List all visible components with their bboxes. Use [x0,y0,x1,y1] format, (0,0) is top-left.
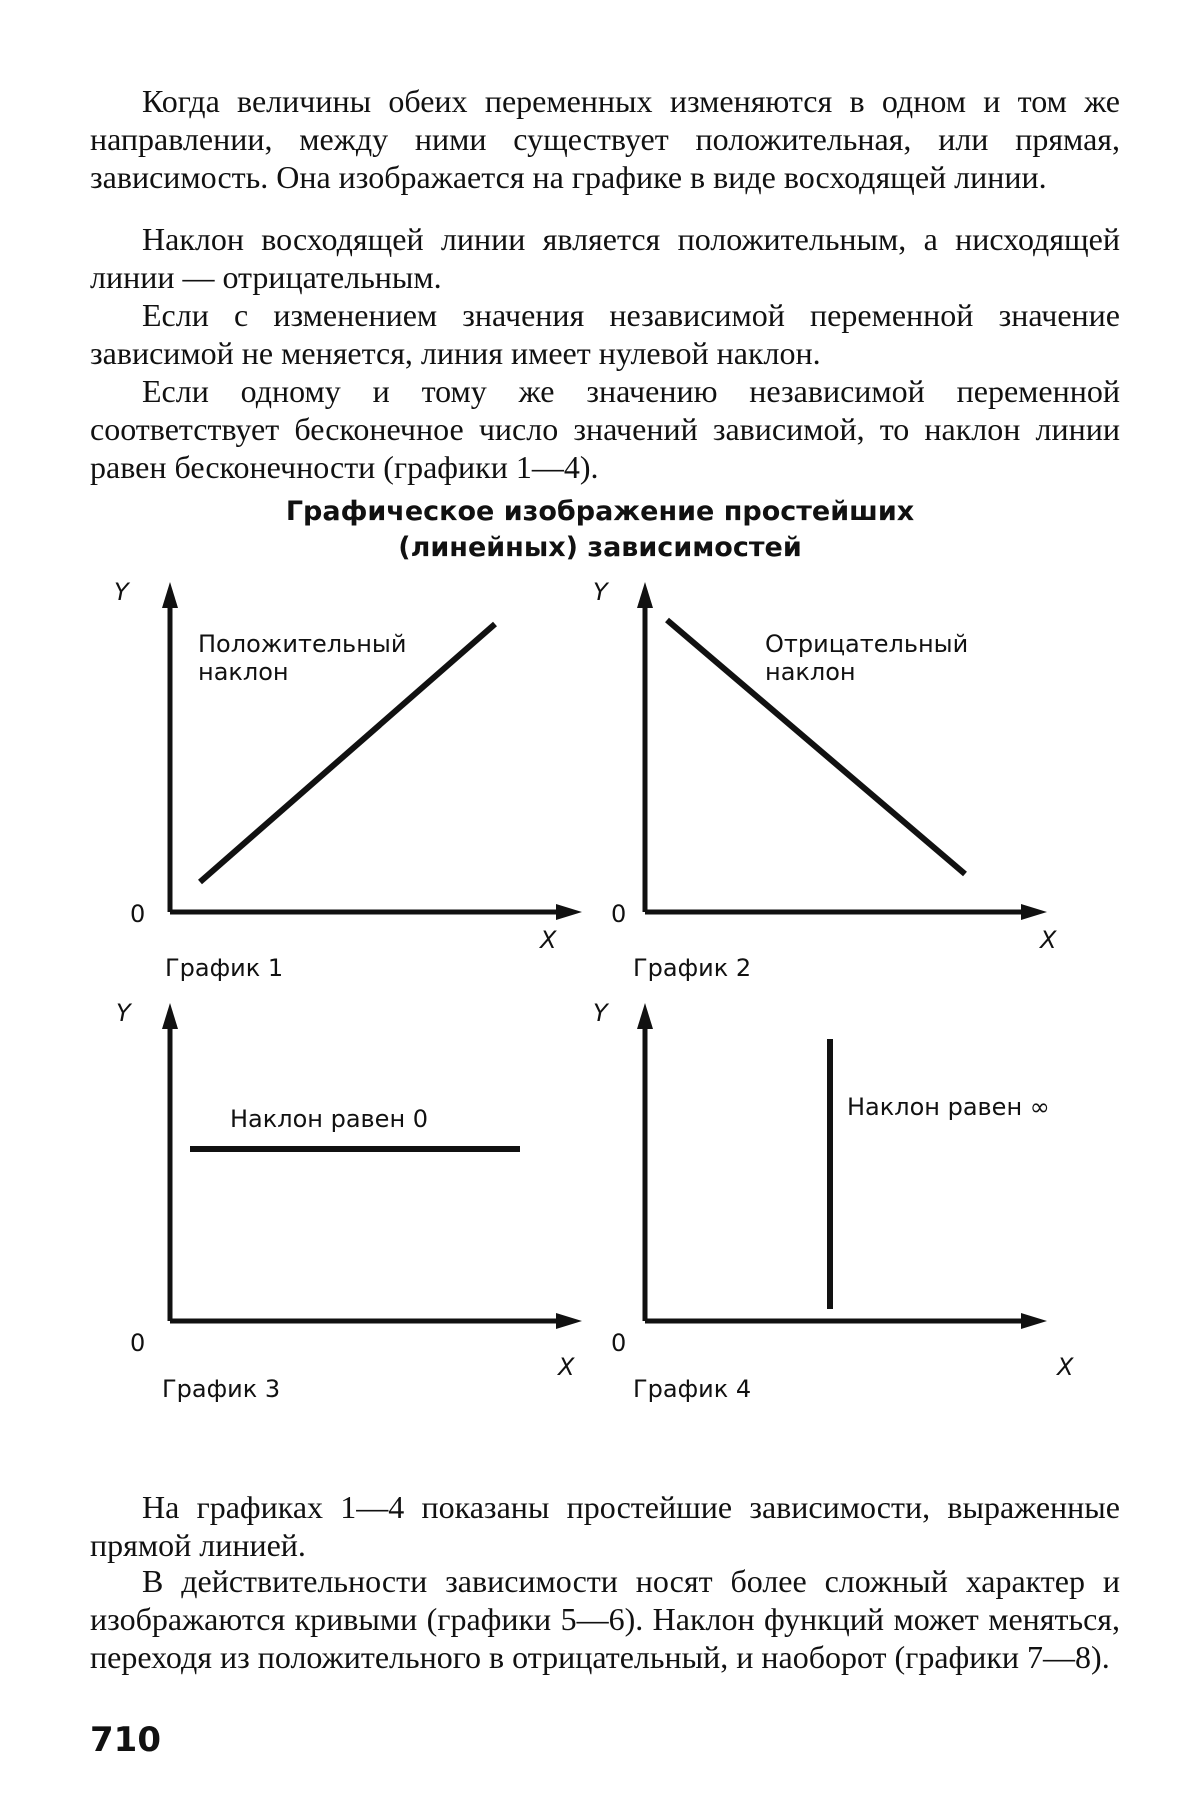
graph-3-y-arrow [162,1003,178,1029]
graph-2-caption: График 2 [633,954,752,982]
graph-2-x-arrow [1021,904,1047,920]
graph-1-origin: 0 [130,900,146,928]
paragraph-positive-relation: Когда величины обеих переменных изменяются в одном и том же направлении, между ними существует положительная, или прямая, зависимость. Она изображается на графике в виде восходящей линии. [90,83,1120,195]
figure-heading-line1: Графическое изображение простейших [285,496,915,527]
graph-4-origin: 0 [611,1329,627,1357]
graph-1-caption: График 1 [165,954,284,982]
graph-3-x-label: X [558,1353,575,1381]
graph-1-x-arrow [556,904,582,920]
graph-1-label [198,630,406,686]
graph-2-label [765,630,968,686]
graph-2-x-label: X [1040,926,1057,954]
graph-2-label-line1: Отрицательный [765,630,969,658]
paragraph-summary: На графиках 1—4 показаны простейшие зависимости, выраженные прямой линией. [90,1489,1120,1563]
graph-2-y-label: Y [593,578,608,606]
graph-4 [585,999,1105,1423]
graph-2-label-line2: наклон [765,658,856,686]
graph-4-plot [585,1003,1105,1423]
paragraph-curves: В действительности зависимости носят более сложный характер и изображаются кривыми (графики 5—6). Наклон функций может меняться, переходя из положительного в отрицательный, и наоборот (графики 7—8). [90,1563,1120,1675]
graph-1 [110,578,630,1002]
figure-heading [0,494,1200,566]
graph-3-origin: 0 [130,1329,146,1357]
graph-2 [585,578,1105,1002]
graph-2-y-arrow [637,582,653,608]
graph-4-caption: График 4 [633,1375,752,1403]
figure-heading-line2: (линейных) зависимостей [398,532,802,563]
page-number: 710 [90,1720,161,1760]
graph-4-label: Наклон равен ∞ [847,1093,1050,1121]
graph-1-x-label: X [540,926,557,954]
graph-1-y-label: Y [114,578,129,606]
paragraph-zero-slope: Если с изменением значения независимой переменной значение зависимой не меняется, линия имеет нулевой наклон. [90,297,1120,371]
graph-1-y-arrow [162,582,178,608]
graph-3-plot [110,1003,630,1423]
graph-3-label: Наклон равен 0 [230,1105,429,1133]
graph-4-x-label: X [1057,1353,1074,1381]
paragraph-infinite-slope: Если одному и тому же значению независимой переменной соответствует бесконечное число значений зависимой, то наклон линии равен бесконечности (графики 1—4). [90,373,1120,485]
paragraph-slope-sign: Наклон восходящей линии является положительным, а нисходящей линии — отрицательным. [90,221,1120,295]
graph-3-x-arrow [556,1313,582,1329]
graph-4-y-label: Y [593,999,608,1027]
graph-3-caption: График 3 [162,1375,281,1403]
graph-3-y-label: Y [116,999,131,1027]
graph-4-x-arrow [1021,1313,1047,1329]
graph-1-label-line1: Положительный [198,630,407,658]
graph-2-origin: 0 [611,900,627,928]
graph-1-label-line2: наклон [198,658,289,686]
graph-4-y-arrow [637,1003,653,1029]
graph-3 [110,999,630,1423]
